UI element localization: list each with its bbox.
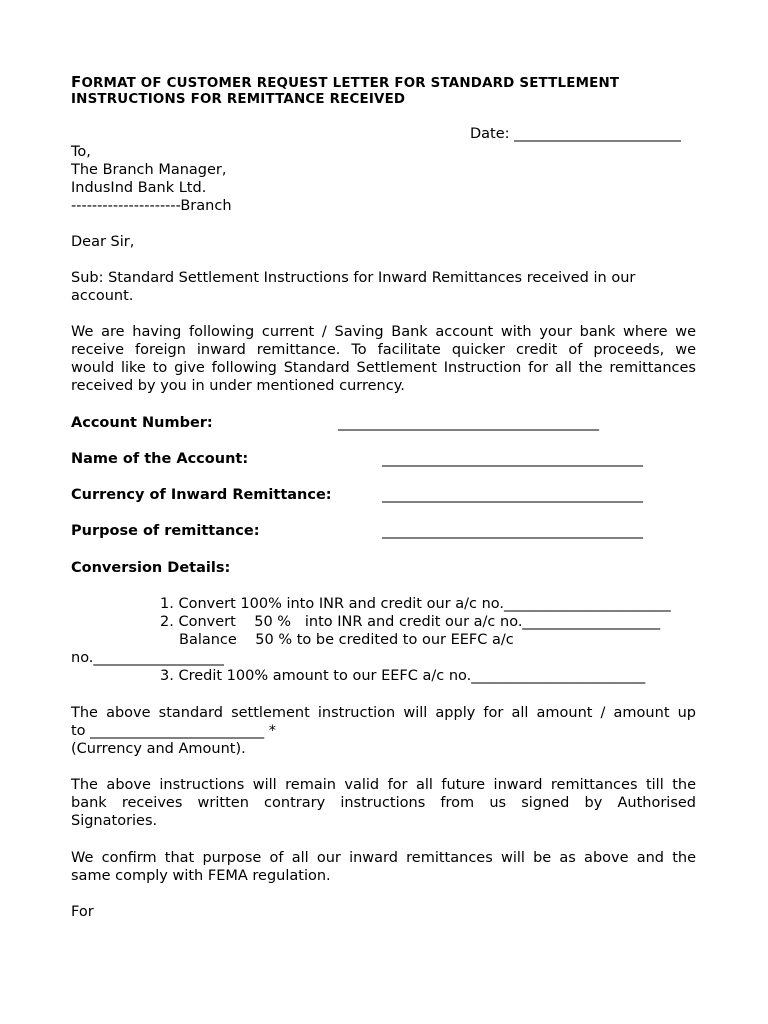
conversion-item-2-balance: Balance 50 % to be credited to our EEFC a/c bbox=[179, 632, 514, 648]
confirm-line: We confirm that purpose of all our inward remittances will be as above and the bbox=[71, 850, 696, 866]
validity-line: bank receives written contrary instructions from us signed by Authorised bbox=[71, 795, 696, 811]
account-number-label: Account Number: bbox=[71, 415, 213, 431]
apply-line: to ________________________ * bbox=[71, 723, 277, 739]
intro-line: received by you in under mentioned currency. bbox=[71, 378, 405, 394]
letter-title-line1 bbox=[71, 73, 619, 93]
intro-line: would like to give following Standard Settlement Instruction for all the remittances bbox=[71, 360, 696, 376]
intro-paragraph bbox=[71, 323, 696, 395]
apply-line: The above standard settlement instruction will apply for all amount / amount up bbox=[71, 705, 696, 721]
address-manager: The Branch Manager, bbox=[71, 162, 227, 178]
apply-line: (Currency and Amount). bbox=[71, 741, 246, 757]
purpose-blank: ____________________________________ bbox=[382, 523, 643, 539]
subject-line: Sub: Standard Settlement Instructions for Inward Remittances received in our bbox=[71, 270, 636, 286]
intro-line: We are having following current / Saving Bank account with your bank where we bbox=[71, 324, 696, 340]
address-branch: ---------------------Branch bbox=[71, 198, 232, 214]
closing-for: For bbox=[71, 904, 94, 920]
salutation: Dear Sir, bbox=[71, 234, 135, 250]
account-name-blank: ____________________________________ bbox=[382, 451, 643, 467]
conversion-item-3: 3. Credit 100% amount to our EEFC a/c no.________________________ bbox=[160, 668, 646, 684]
subject-line: account. bbox=[71, 288, 134, 304]
address-to: To, bbox=[71, 144, 91, 160]
letter-title-line2: INSTRUCTIONS FOR REMITTANCE RECEIVED bbox=[71, 92, 406, 107]
currency-label: Currency of Inward Remittance: bbox=[71, 487, 332, 503]
validity-line: Signatories. bbox=[71, 813, 158, 829]
confirm-paragraph bbox=[71, 849, 696, 885]
subject-paragraph bbox=[71, 269, 696, 305]
conversion-item-2: 2. Convert 50 % into INR and credit our a/c no.___________________ bbox=[160, 614, 661, 630]
purpose-label: Purpose of remittance: bbox=[71, 523, 260, 539]
validity-line: The above instructions will remain valid for all future inward remittances till the bbox=[71, 777, 696, 793]
intro-line: receive foreign inward remittance. To facilitate quicker credit of proceeds, we bbox=[71, 342, 696, 358]
confirm-line: same comply with FEMA regulation. bbox=[71, 868, 331, 884]
date-line: Date: _______________________ bbox=[470, 126, 681, 142]
account-number-blank: ____________________________________ bbox=[338, 415, 599, 431]
title-initial-cap: F bbox=[71, 73, 82, 91]
conversion-item-2-account: no.__________________ bbox=[71, 650, 224, 666]
title-line1-text: ORMAT OF CUSTOMER REQUEST LETTER FOR STANDARD SETTLEMENT bbox=[81, 76, 620, 91]
validity-paragraph bbox=[71, 776, 696, 830]
account-name-label: Name of the Account: bbox=[71, 451, 249, 467]
currency-blank: ____________________________________ bbox=[382, 487, 643, 503]
conversion-heading: Conversion Details: bbox=[71, 560, 231, 576]
address-bank: IndusInd Bank Ltd. bbox=[71, 180, 207, 196]
apply-paragraph bbox=[71, 704, 696, 758]
conversion-item-1: 1. Convert 100% into INR and credit our a/c no._______________________ bbox=[160, 596, 671, 612]
